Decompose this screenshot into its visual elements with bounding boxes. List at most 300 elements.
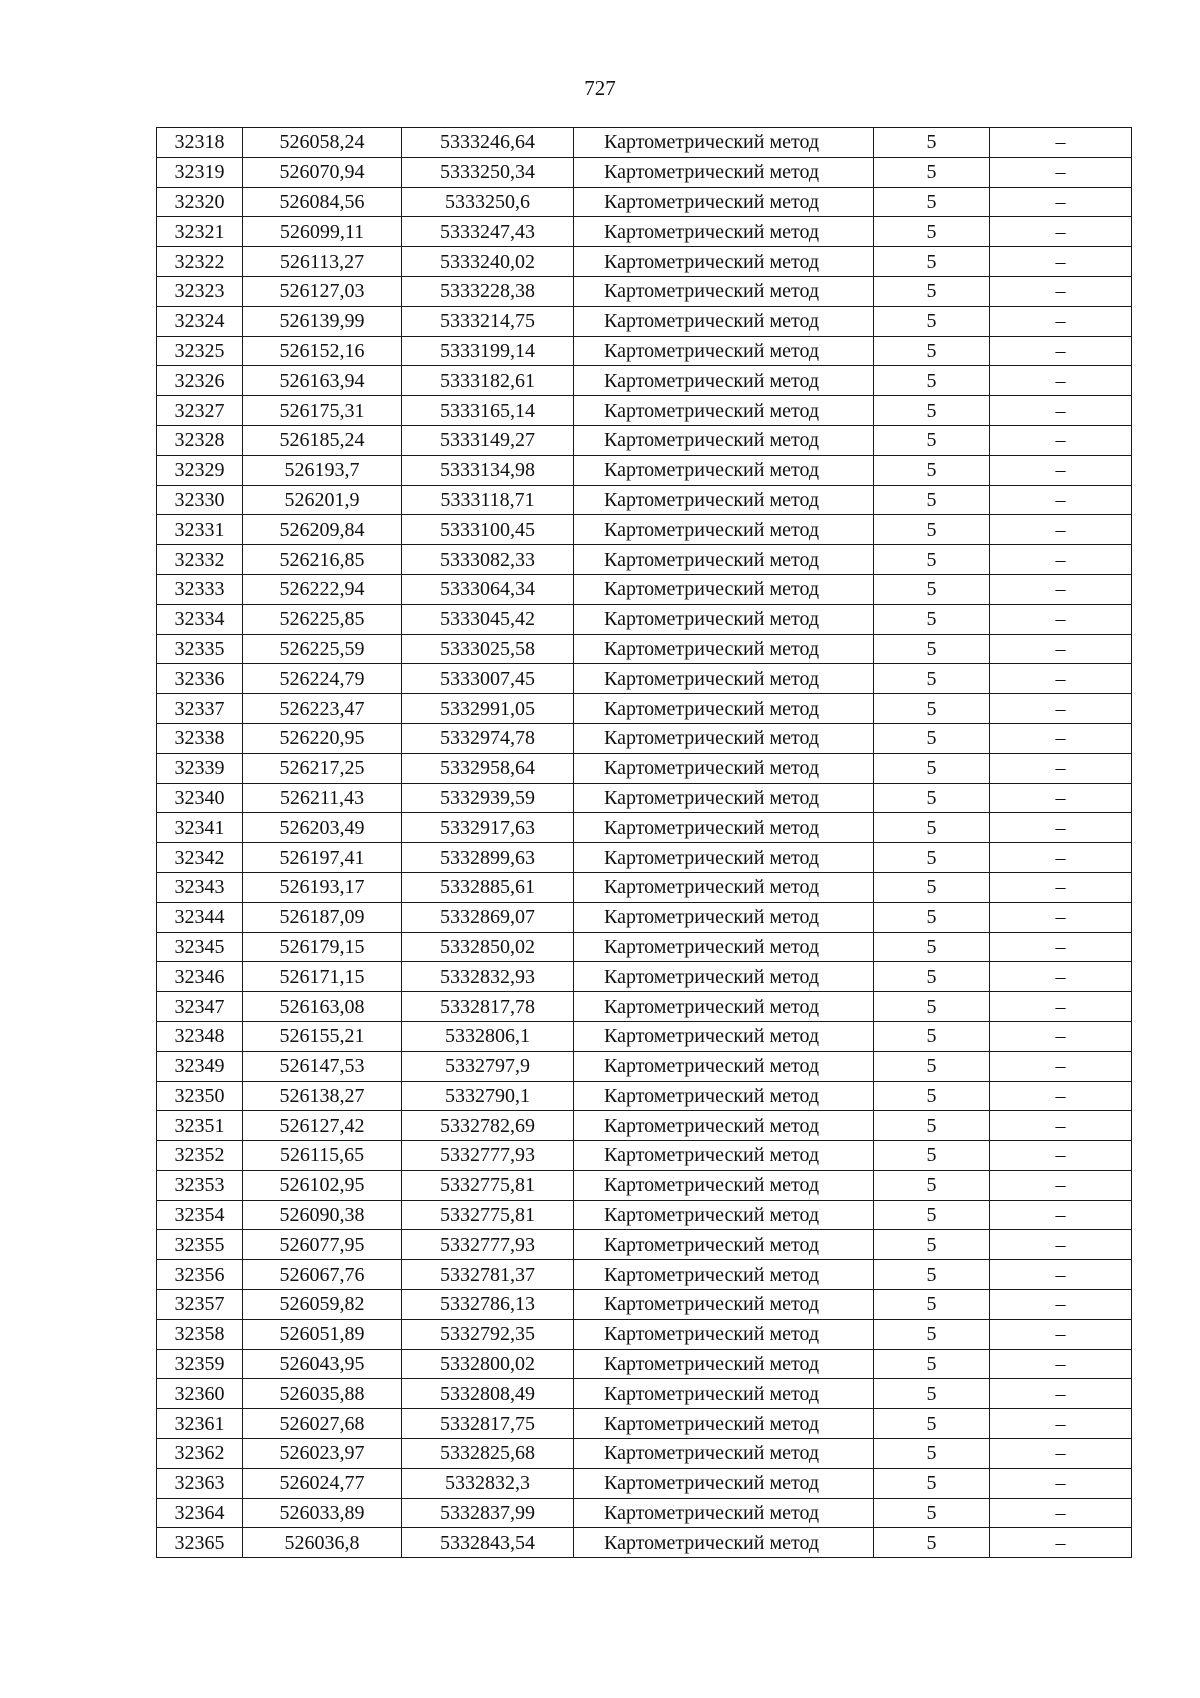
x-coordinate-cell: 526115,65 (243, 1141, 402, 1171)
accuracy-cell: 5 (874, 515, 990, 545)
accuracy-cell: 5 (874, 455, 990, 485)
point-number-cell: 32329 (157, 455, 243, 485)
x-coordinate-cell: 526152,16 (243, 336, 402, 366)
accuracy-cell: 5 (874, 187, 990, 217)
point-number-cell: 32359 (157, 1349, 243, 1379)
x-coordinate-cell: 526033,89 (243, 1498, 402, 1528)
accuracy-cell: 5 (874, 1498, 990, 1528)
point-number-cell: 32337 (157, 694, 243, 724)
y-coordinate-cell: 5333149,27 (402, 425, 574, 455)
point-number-cell: 32326 (157, 366, 243, 396)
y-coordinate-cell: 5332837,99 (402, 1498, 574, 1528)
x-coordinate-cell: 526077,95 (243, 1230, 402, 1260)
y-coordinate-cell: 5332850,02 (402, 932, 574, 962)
accuracy-cell: 5 (874, 932, 990, 962)
x-coordinate-cell: 526163,94 (243, 366, 402, 396)
point-number-cell: 32364 (157, 1498, 243, 1528)
point-number-cell: 32354 (157, 1200, 243, 1230)
accuracy-cell: 5 (874, 992, 990, 1022)
table-row (157, 276, 1132, 306)
note-cell: – (990, 306, 1132, 336)
point-number-cell: 32331 (157, 515, 243, 545)
method-cell: Картометрический метод (574, 128, 874, 158)
page-number: 727 (584, 76, 616, 100)
method-cell: Картометрический метод (574, 634, 874, 664)
y-coordinate-cell: 5333025,58 (402, 634, 574, 664)
x-coordinate-cell: 526024,77 (243, 1468, 402, 1498)
accuracy-cell: 5 (874, 843, 990, 873)
accuracy-cell: 5 (874, 128, 990, 158)
accuracy-cell: 5 (874, 1200, 990, 1230)
x-coordinate-cell: 526211,43 (243, 783, 402, 813)
note-cell: – (990, 902, 1132, 932)
table-row (157, 187, 1132, 217)
method-cell: Картометрический метод (574, 664, 874, 694)
table-row (157, 425, 1132, 455)
point-number-cell: 32334 (157, 604, 243, 634)
x-coordinate-cell: 526222,94 (243, 574, 402, 604)
accuracy-cell: 5 (874, 1468, 990, 1498)
x-coordinate-cell: 526217,25 (243, 753, 402, 783)
note-cell: – (990, 1379, 1132, 1409)
y-coordinate-cell: 5333100,45 (402, 515, 574, 545)
point-number-cell: 32355 (157, 1230, 243, 1260)
note-cell: – (990, 1051, 1132, 1081)
y-coordinate-cell: 5333182,61 (402, 366, 574, 396)
point-number-cell: 32339 (157, 753, 243, 783)
x-coordinate-cell: 526067,76 (243, 1260, 402, 1290)
method-cell: Картометрический метод (574, 1379, 874, 1409)
note-cell: – (990, 276, 1132, 306)
note-cell: – (990, 992, 1132, 1022)
point-number-cell: 32319 (157, 157, 243, 187)
table-row (157, 1200, 1132, 1230)
method-cell: Картометрический метод (574, 187, 874, 217)
coordinates-table-body (157, 128, 1132, 1558)
x-coordinate-cell: 526138,27 (243, 1081, 402, 1111)
x-coordinate-cell: 526035,88 (243, 1379, 402, 1409)
y-coordinate-cell: 5332832,3 (402, 1468, 574, 1498)
accuracy-cell: 5 (874, 1409, 990, 1439)
accuracy-cell: 5 (874, 545, 990, 575)
point-number-cell: 32322 (157, 247, 243, 277)
method-cell: Картометрический метод (574, 515, 874, 545)
table-row (157, 366, 1132, 396)
note-cell: – (990, 753, 1132, 783)
table-row (157, 157, 1132, 187)
y-coordinate-cell: 5332775,81 (402, 1170, 574, 1200)
point-number-cell: 32349 (157, 1051, 243, 1081)
y-coordinate-cell: 5333045,42 (402, 604, 574, 634)
method-cell: Картометрический метод (574, 1141, 874, 1171)
note-cell: – (990, 128, 1132, 158)
table-row (157, 1081, 1132, 1111)
point-number-cell: 32365 (157, 1528, 243, 1558)
x-coordinate-cell: 526224,79 (243, 664, 402, 694)
note-cell: – (990, 396, 1132, 426)
accuracy-cell: 5 (874, 723, 990, 753)
x-coordinate-cell: 526023,97 (243, 1439, 402, 1469)
point-number-cell: 32327 (157, 396, 243, 426)
x-coordinate-cell: 526127,42 (243, 1111, 402, 1141)
y-coordinate-cell: 5333082,33 (402, 545, 574, 575)
note-cell: – (990, 664, 1132, 694)
accuracy-cell: 5 (874, 366, 990, 396)
y-coordinate-cell: 5332775,81 (402, 1200, 574, 1230)
method-cell: Картометрический метод (574, 932, 874, 962)
method-cell: Картометрический метод (574, 1468, 874, 1498)
accuracy-cell: 5 (874, 1319, 990, 1349)
note-cell: – (990, 783, 1132, 813)
y-coordinate-cell: 5332806,1 (402, 1021, 574, 1051)
method-cell: Картометрический метод (574, 1170, 874, 1200)
point-number-cell: 32321 (157, 217, 243, 247)
table-row (157, 336, 1132, 366)
table-row (157, 1379, 1132, 1409)
x-coordinate-cell: 526090,38 (243, 1200, 402, 1230)
point-number-cell: 32343 (157, 872, 243, 902)
table-row (157, 1319, 1132, 1349)
x-coordinate-cell: 526209,84 (243, 515, 402, 545)
method-cell: Картометрический метод (574, 1439, 874, 1469)
note-cell: – (990, 574, 1132, 604)
method-cell: Картометрический метод (574, 1498, 874, 1528)
y-coordinate-cell: 5332777,93 (402, 1141, 574, 1171)
note-cell: – (990, 1528, 1132, 1558)
x-coordinate-cell: 526102,95 (243, 1170, 402, 1200)
note-cell: – (990, 336, 1132, 366)
x-coordinate-cell: 526216,85 (243, 545, 402, 575)
x-coordinate-cell: 526155,21 (243, 1021, 402, 1051)
x-coordinate-cell: 526058,24 (243, 128, 402, 158)
coordinates-table (156, 127, 1132, 1558)
y-coordinate-cell: 5332991,05 (402, 694, 574, 724)
x-coordinate-cell: 526187,09 (243, 902, 402, 932)
accuracy-cell: 5 (874, 1379, 990, 1409)
y-coordinate-cell: 5332790,1 (402, 1081, 574, 1111)
table-row (157, 1141, 1132, 1171)
method-cell: Картометрический метод (574, 1409, 874, 1439)
point-number-cell: 32361 (157, 1409, 243, 1439)
y-coordinate-cell: 5332974,78 (402, 723, 574, 753)
method-cell: Картометрический метод (574, 753, 874, 783)
x-coordinate-cell: 526197,41 (243, 843, 402, 873)
x-coordinate-cell: 526147,53 (243, 1051, 402, 1081)
note-cell: – (990, 1170, 1132, 1200)
method-cell: Картометрический метод (574, 1081, 874, 1111)
x-coordinate-cell: 526070,94 (243, 157, 402, 187)
y-coordinate-cell: 5332782,69 (402, 1111, 574, 1141)
method-cell: Картометрический метод (574, 1290, 874, 1320)
method-cell: Картометрический метод (574, 306, 874, 336)
table-row (157, 813, 1132, 843)
accuracy-cell: 5 (874, 634, 990, 664)
x-coordinate-cell: 526179,15 (243, 932, 402, 962)
point-number-cell: 32357 (157, 1290, 243, 1320)
note-cell: – (990, 1021, 1132, 1051)
table-row (157, 1409, 1132, 1439)
table-row (157, 1528, 1132, 1558)
accuracy-cell: 5 (874, 1051, 990, 1081)
method-cell: Картометрический метод (574, 425, 874, 455)
note-cell: – (990, 187, 1132, 217)
accuracy-cell: 5 (874, 306, 990, 336)
y-coordinate-cell: 5332869,07 (402, 902, 574, 932)
x-coordinate-cell: 526099,11 (243, 217, 402, 247)
point-number-cell: 32362 (157, 1439, 243, 1469)
x-coordinate-cell: 526175,31 (243, 396, 402, 426)
note-cell: – (990, 694, 1132, 724)
note-cell: – (990, 545, 1132, 575)
accuracy-cell: 5 (874, 1081, 990, 1111)
note-cell: – (990, 1111, 1132, 1141)
y-coordinate-cell: 5333246,64 (402, 128, 574, 158)
x-coordinate-cell: 526051,89 (243, 1319, 402, 1349)
note-cell: – (990, 843, 1132, 873)
table-row (157, 694, 1132, 724)
accuracy-cell: 5 (874, 813, 990, 843)
note-cell: – (990, 217, 1132, 247)
accuracy-cell: 5 (874, 664, 990, 694)
y-coordinate-cell: 5333247,43 (402, 217, 574, 247)
x-coordinate-cell: 526084,56 (243, 187, 402, 217)
note-cell: – (990, 485, 1132, 515)
table-row (157, 843, 1132, 873)
method-cell: Картометрический метод (574, 694, 874, 724)
x-coordinate-cell: 526171,15 (243, 962, 402, 992)
note-cell: – (990, 157, 1132, 187)
table-row (157, 515, 1132, 545)
accuracy-cell: 5 (874, 1021, 990, 1051)
point-number-cell: 32320 (157, 187, 243, 217)
accuracy-cell: 5 (874, 1290, 990, 1320)
table-row (157, 664, 1132, 694)
accuracy-cell: 5 (874, 962, 990, 992)
accuracy-cell: 5 (874, 425, 990, 455)
note-cell: – (990, 1439, 1132, 1469)
accuracy-cell: 5 (874, 902, 990, 932)
accuracy-cell: 5 (874, 694, 990, 724)
table-row (157, 604, 1132, 634)
note-cell: – (990, 1290, 1132, 1320)
y-coordinate-cell: 5332899,63 (402, 843, 574, 873)
table-row (157, 872, 1132, 902)
method-cell: Картометрический метод (574, 962, 874, 992)
note-cell: – (990, 813, 1132, 843)
method-cell: Картометрический метод (574, 604, 874, 634)
method-cell: Картометрический метод (574, 247, 874, 277)
table-row (157, 753, 1132, 783)
note-cell: – (990, 1319, 1132, 1349)
method-cell: Картометрический метод (574, 396, 874, 426)
table-row (157, 485, 1132, 515)
method-cell: Картометрический метод (574, 1230, 874, 1260)
note-cell: – (990, 1260, 1132, 1290)
note-cell: – (990, 1081, 1132, 1111)
accuracy-cell: 5 (874, 336, 990, 366)
point-number-cell: 32345 (157, 932, 243, 962)
note-cell: – (990, 247, 1132, 277)
accuracy-cell: 5 (874, 396, 990, 426)
table-row (157, 1498, 1132, 1528)
accuracy-cell: 5 (874, 157, 990, 187)
note-cell: – (990, 515, 1132, 545)
table-row (157, 455, 1132, 485)
table-row (157, 1349, 1132, 1379)
point-number-cell: 32342 (157, 843, 243, 873)
y-coordinate-cell: 5333250,6 (402, 187, 574, 217)
method-cell: Картометрический метод (574, 783, 874, 813)
y-coordinate-cell: 5332958,64 (402, 753, 574, 783)
y-coordinate-cell: 5333007,45 (402, 664, 574, 694)
y-coordinate-cell: 5333214,75 (402, 306, 574, 336)
x-coordinate-cell: 526139,99 (243, 306, 402, 336)
y-coordinate-cell: 5332786,13 (402, 1290, 574, 1320)
point-number-cell: 32330 (157, 485, 243, 515)
x-coordinate-cell: 526127,03 (243, 276, 402, 306)
method-cell: Картометрический метод (574, 1349, 874, 1379)
table-row (157, 783, 1132, 813)
note-cell: – (990, 1230, 1132, 1260)
note-cell: – (990, 932, 1132, 962)
accuracy-cell: 5 (874, 1230, 990, 1260)
method-cell: Картометрический метод (574, 1200, 874, 1230)
note-cell: – (990, 1498, 1132, 1528)
method-cell: Картометрический метод (574, 1528, 874, 1558)
accuracy-cell: 5 (874, 783, 990, 813)
method-cell: Картометрический метод (574, 1051, 874, 1081)
method-cell: Картометрический метод (574, 574, 874, 604)
note-cell: – (990, 1349, 1132, 1379)
method-cell: Картометрический метод (574, 992, 874, 1022)
accuracy-cell: 5 (874, 604, 990, 634)
table-row (157, 1051, 1132, 1081)
y-coordinate-cell: 5333118,71 (402, 485, 574, 515)
accuracy-cell: 5 (874, 276, 990, 306)
note-cell: – (990, 1468, 1132, 1498)
accuracy-cell: 5 (874, 1349, 990, 1379)
point-number-cell: 32338 (157, 723, 243, 753)
accuracy-cell: 5 (874, 1170, 990, 1200)
table-row (157, 396, 1132, 426)
accuracy-cell: 5 (874, 1528, 990, 1558)
method-cell: Картометрический метод (574, 1260, 874, 1290)
point-number-cell: 32350 (157, 1081, 243, 1111)
table-row (157, 1290, 1132, 1320)
point-number-cell: 32353 (157, 1170, 243, 1200)
table-row (157, 128, 1132, 158)
x-coordinate-cell: 526043,95 (243, 1349, 402, 1379)
x-coordinate-cell: 526193,17 (243, 872, 402, 902)
note-cell: – (990, 425, 1132, 455)
table-row (157, 217, 1132, 247)
point-number-cell: 32336 (157, 664, 243, 694)
x-coordinate-cell: 526203,49 (243, 813, 402, 843)
point-number-cell: 32360 (157, 1379, 243, 1409)
method-cell: Картометрический метод (574, 902, 874, 932)
table-row (157, 634, 1132, 664)
table-row (157, 1468, 1132, 1498)
y-coordinate-cell: 5332843,54 (402, 1528, 574, 1558)
method-cell: Картометрический метод (574, 336, 874, 366)
point-number-cell: 32341 (157, 813, 243, 843)
x-coordinate-cell: 526185,24 (243, 425, 402, 455)
y-coordinate-cell: 5333228,38 (402, 276, 574, 306)
accuracy-cell: 5 (874, 485, 990, 515)
point-number-cell: 32346 (157, 962, 243, 992)
accuracy-cell: 5 (874, 574, 990, 604)
x-coordinate-cell: 526201,9 (243, 485, 402, 515)
point-number-cell: 32347 (157, 992, 243, 1022)
accuracy-cell: 5 (874, 247, 990, 277)
y-coordinate-cell: 5333134,98 (402, 455, 574, 485)
method-cell: Картометрический метод (574, 366, 874, 396)
method-cell: Картометрический метод (574, 157, 874, 187)
y-coordinate-cell: 5332917,63 (402, 813, 574, 843)
note-cell: – (990, 1200, 1132, 1230)
method-cell: Картометрический метод (574, 545, 874, 575)
accuracy-cell: 5 (874, 1141, 990, 1171)
table-row (157, 962, 1132, 992)
accuracy-cell: 5 (874, 753, 990, 783)
x-coordinate-cell: 526225,85 (243, 604, 402, 634)
table-row (157, 1170, 1132, 1200)
y-coordinate-cell: 5332885,61 (402, 872, 574, 902)
y-coordinate-cell: 5332817,78 (402, 992, 574, 1022)
y-coordinate-cell: 5332817,75 (402, 1409, 574, 1439)
y-coordinate-cell: 5332777,93 (402, 1230, 574, 1260)
method-cell: Картометрический метод (574, 723, 874, 753)
method-cell: Картометрический метод (574, 485, 874, 515)
method-cell: Картометрический метод (574, 843, 874, 873)
point-number-cell: 32351 (157, 1111, 243, 1141)
accuracy-cell: 5 (874, 1260, 990, 1290)
point-number-cell: 32324 (157, 306, 243, 336)
y-coordinate-cell: 5332825,68 (402, 1439, 574, 1469)
point-number-cell: 32325 (157, 336, 243, 366)
table-row (157, 992, 1132, 1022)
table-row (157, 932, 1132, 962)
y-coordinate-cell: 5332781,37 (402, 1260, 574, 1290)
y-coordinate-cell: 5332792,35 (402, 1319, 574, 1349)
point-number-cell: 32363 (157, 1468, 243, 1498)
accuracy-cell: 5 (874, 1111, 990, 1141)
table-row (157, 574, 1132, 604)
method-cell: Картометрический метод (574, 217, 874, 247)
point-number-cell: 32348 (157, 1021, 243, 1051)
note-cell: – (990, 872, 1132, 902)
y-coordinate-cell: 5333250,34 (402, 157, 574, 187)
y-coordinate-cell: 5332800,02 (402, 1349, 574, 1379)
table-row (157, 1230, 1132, 1260)
note-cell: – (990, 962, 1132, 992)
table-row (157, 1021, 1132, 1051)
table-row (157, 247, 1132, 277)
table-row (157, 545, 1132, 575)
method-cell: Картометрический метод (574, 1111, 874, 1141)
point-number-cell: 32340 (157, 783, 243, 813)
table-row (157, 1260, 1132, 1290)
note-cell: – (990, 604, 1132, 634)
x-coordinate-cell: 526225,59 (243, 634, 402, 664)
point-number-cell: 32332 (157, 545, 243, 575)
method-cell: Картометрический метод (574, 1319, 874, 1349)
method-cell: Картометрический метод (574, 813, 874, 843)
x-coordinate-cell: 526220,95 (243, 723, 402, 753)
point-number-cell: 32352 (157, 1141, 243, 1171)
point-number-cell: 32333 (157, 574, 243, 604)
x-coordinate-cell: 526223,47 (243, 694, 402, 724)
